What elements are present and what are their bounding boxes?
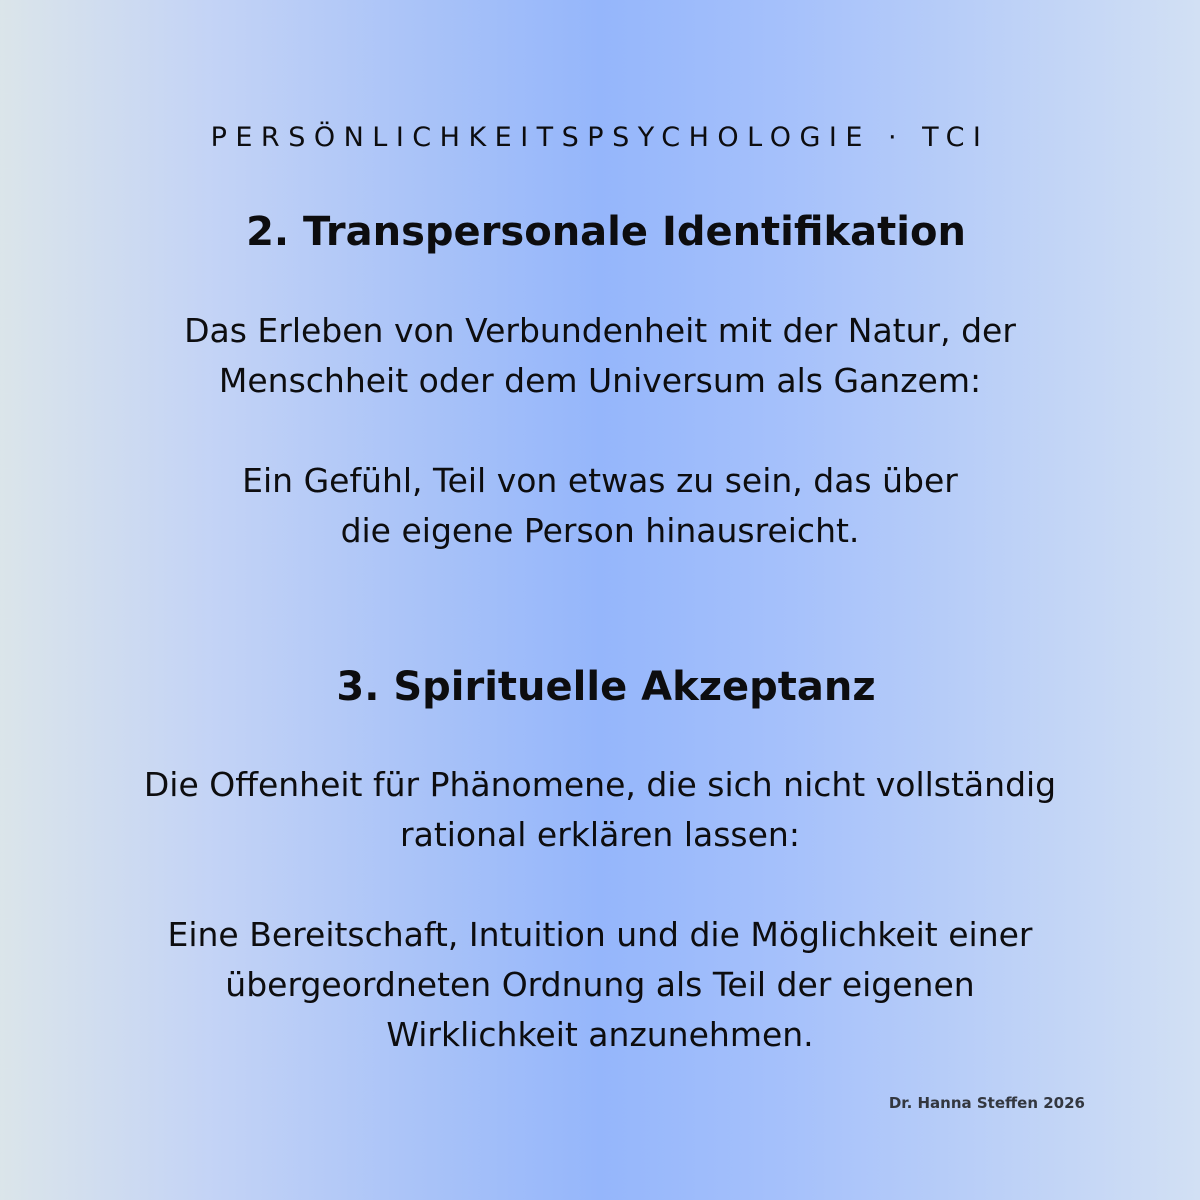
- text-line: Die Offenheit für Phänomene, die sich nicht vollständig: [143, 765, 1057, 804]
- text-line: Menschheit oder dem Universum als Ganzem:: [218, 361, 982, 400]
- text-line: Ein Gefühl, Teil von etwas zu sein, das über: [242, 461, 958, 500]
- text-line: Wirklichkeit anzunehmen.: [386, 1015, 814, 1054]
- text-line: Das Erleben von Verbundenheit mit der Natur, der: [184, 311, 1016, 350]
- section-definition-spiritual: [100, 760, 1100, 860]
- section-explanation-transpersonal: [100, 456, 1100, 556]
- section-definition-transpersonal: [100, 306, 1100, 406]
- text-line: übergeordneten Ordnung als Teil der eigenen: [225, 965, 975, 1004]
- author-signature: Dr. Hanna Steffen 2026: [888, 1094, 1085, 1112]
- text-line: rational erklären lassen:: [400, 815, 800, 854]
- section-explanation-spiritual: [100, 910, 1100, 1060]
- text-line: Eine Bereitschaft, Intuition und die Möglichkeit einer: [167, 915, 1033, 954]
- section-heading-transpersonal: 2. Transpersonale Identifikation: [246, 209, 966, 255]
- section-heading-spiritual: 3. Spirituelle Akzeptanz: [336, 664, 876, 710]
- text-line: die eigene Person hinausreicht.: [340, 511, 860, 550]
- topic-kicker: PERSÖNLICHKEITSPSYCHOLOGIE · TCI: [210, 122, 990, 153]
